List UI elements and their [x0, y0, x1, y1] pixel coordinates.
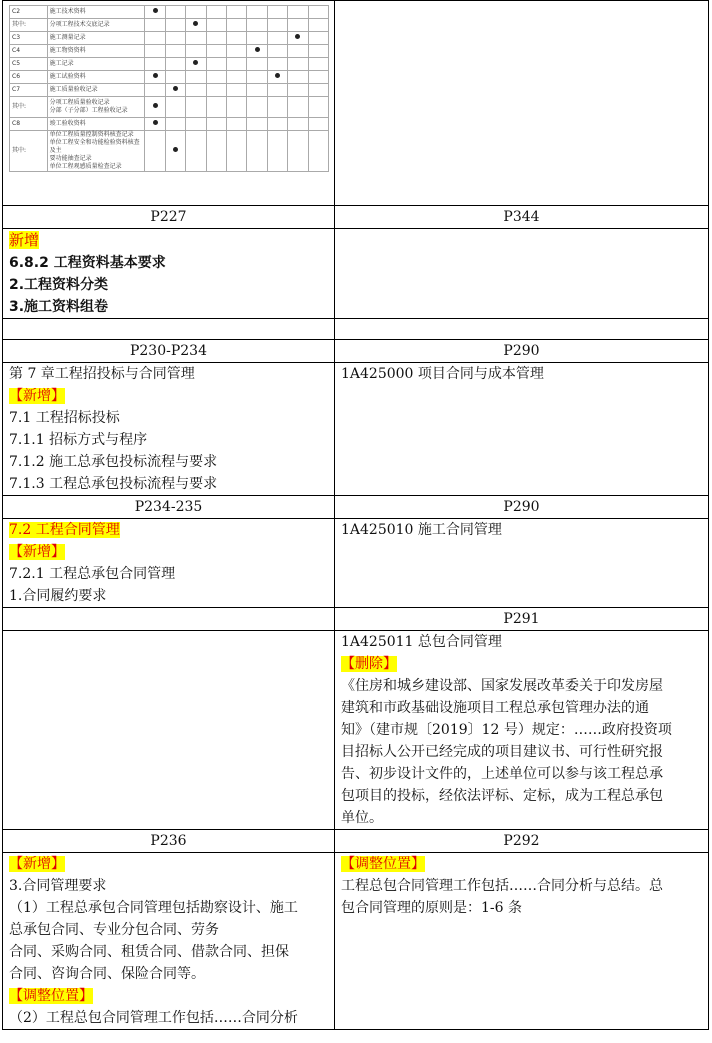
grid-check-cell — [226, 45, 246, 58]
paragraph-line: 合同、咨询合同、保险合同等。 — [9, 966, 205, 982]
grid-check-cell — [308, 131, 328, 172]
contract-cell-right — [335, 519, 709, 608]
new-tag: 【新增】 — [9, 544, 65, 560]
grid-item-line: 分项工程质量验收记录 — [49, 99, 110, 106]
grid-item-name — [47, 118, 145, 131]
grid-item-name — [47, 6, 145, 19]
grid-code: C5 — [10, 58, 48, 71]
grid-check-cell — [247, 19, 267, 32]
grid-check-cell — [267, 32, 287, 45]
page-ref-left: P236 — [3, 830, 335, 853]
grid-item-line: 要功能抽查记录 — [49, 155, 92, 162]
table-row — [3, 853, 709, 1030]
grid-item-line: 施工物资资料 — [49, 47, 86, 54]
grid-item-name — [47, 45, 145, 58]
empty-cell — [3, 319, 335, 340]
dot-marker — [173, 147, 178, 152]
grid-check-cell — [267, 19, 287, 32]
grid-check-cell — [226, 58, 246, 71]
paragraph-line: 工程总包合同管理工作包括……合同分析与总结。总 — [341, 878, 663, 894]
table-row — [3, 830, 709, 853]
grid-check-cell — [145, 19, 165, 32]
grid-check-cell — [165, 58, 185, 71]
grid-check-cell — [206, 19, 226, 32]
grid-row — [10, 6, 329, 19]
grid-row — [10, 19, 329, 32]
paragraph-line: 建筑和市政基础设施项目工程总承包管理办法的通 — [341, 700, 649, 716]
grid-check-cell — [267, 118, 287, 131]
grid-check-cell — [288, 32, 308, 45]
grid-check-cell — [267, 58, 287, 71]
grid-check-cell — [267, 45, 287, 58]
dot-marker — [275, 73, 280, 78]
grid-check-cell — [226, 32, 246, 45]
chapter-cell — [3, 363, 335, 496]
grid-check-cell — [226, 19, 246, 32]
grid-item-line: 施工技术资料 — [49, 8, 86, 15]
grid-item-line: 施工记录 — [49, 60, 74, 67]
grid-check-cell — [165, 118, 185, 131]
paragraph-line: 《住房和城乡建设部、国家发展改革委关于印发房屋 — [341, 678, 663, 694]
dot-marker — [255, 47, 260, 52]
grid-check-cell — [308, 84, 328, 97]
page-ref-right: P290 — [335, 496, 709, 519]
grid-row — [10, 131, 329, 172]
grid-check-cell — [308, 45, 328, 58]
grid-check-cell — [206, 118, 226, 131]
grid-check-cell — [288, 84, 308, 97]
grid-check-cell — [247, 45, 267, 58]
grid-check-cell — [308, 71, 328, 84]
paragraph-line: 3.合同管理要求 — [9, 878, 107, 894]
adjust-tag: 【调整位置】 — [9, 988, 93, 1004]
grid-item-name — [47, 71, 145, 84]
grid-check-cell — [145, 71, 165, 84]
grid-check-cell — [165, 45, 185, 58]
grid-check-cell — [308, 58, 328, 71]
grid-check-cell — [165, 97, 185, 118]
grid-code: 其中: — [10, 19, 48, 32]
paragraph-line: 知》（建市规〔2019〕12 号）规定：……政府投资项 — [341, 722, 672, 738]
grid-row — [10, 71, 329, 84]
grid-row — [10, 58, 329, 71]
page-ref-left: P227 — [3, 206, 335, 229]
table-row — [3, 496, 709, 519]
grid-code: 其中: — [10, 131, 48, 172]
grid-check-cell — [247, 131, 267, 172]
grid-check-cell — [206, 84, 226, 97]
grid-check-cell — [308, 118, 328, 131]
grid-item-line: 施工试验资料 — [49, 73, 86, 80]
section-line: 7.1 工程招标投标 — [9, 410, 120, 426]
section-line: 7.1.1 招标方式与程序 — [9, 432, 148, 448]
grid-check-cell — [247, 6, 267, 19]
section-line: 7.2.1 工程总承包合同管理 — [9, 566, 176, 582]
grid-item-line: 分部（子分部）工程验收记录 — [49, 107, 128, 114]
grid-check-cell — [186, 71, 206, 84]
highlighted-heading: 7.2 工程合同管理 — [9, 522, 120, 538]
grid-check-cell — [145, 97, 165, 118]
paragraph-line: 总承包合同、专业分包合同、劳务 — [9, 922, 219, 938]
grid-check-cell — [186, 131, 206, 172]
grid-item-line: 分项工程技术交底记录 — [49, 21, 110, 28]
new-tag: 新增 — [9, 231, 40, 249]
table-row — [3, 608, 709, 631]
comparison-table — [2, 0, 709, 1030]
table-row — [3, 229, 709, 319]
grid-check-cell — [267, 6, 287, 19]
section-heading: 2.工程资料分类 — [9, 277, 109, 293]
page-ref-left: P234-235 — [3, 496, 335, 519]
grid-check-cell — [247, 58, 267, 71]
chapter-title: 第 7 章工程招投标与合同管理 — [9, 366, 195, 382]
grid-check-cell — [206, 45, 226, 58]
empty-cell — [3, 631, 335, 830]
dot-marker — [153, 120, 158, 125]
grid-check-cell — [247, 84, 267, 97]
section-line: 1A425010 施工合同管理 — [341, 522, 502, 538]
paragraph-line: （2）工程总包合同管理工作包括……合同分析 — [9, 1010, 298, 1026]
grid-check-cell — [206, 6, 226, 19]
dot-marker — [173, 86, 178, 91]
new-section-cell — [3, 229, 335, 319]
grid-check-cell — [145, 58, 165, 71]
table-row — [3, 206, 709, 229]
section-line: 1A425011 总包合同管理 — [341, 634, 502, 650]
grid-check-cell — [288, 71, 308, 84]
deleted-content-cell — [335, 631, 709, 830]
grid-item-line: 单位工程质量控制资料核查记录 — [49, 131, 134, 138]
grid-item-name — [47, 131, 145, 172]
empty-cell — [335, 319, 709, 340]
section-heading: 3.施工资料组卷 — [9, 299, 109, 315]
grid-check-cell — [226, 131, 246, 172]
page-ref-right: P344 — [335, 206, 709, 229]
dot-marker — [193, 60, 198, 65]
grid-check-cell — [226, 6, 246, 19]
grid-item-line: 单位工程安全和功能检验资料核查及主 — [49, 139, 140, 154]
paragraph-line: （1）工程总承包合同管理包括勘察设计、施工 — [9, 900, 298, 916]
grid-check-cell — [186, 6, 206, 19]
section-line: 7.1.2 施工总承包投标流程与要求 — [9, 454, 218, 470]
grid-check-cell — [247, 32, 267, 45]
section-line: 1.合同履约要求 — [9, 588, 107, 604]
page-ref-left: P230-P234 — [3, 340, 335, 363]
dot-marker — [295, 34, 300, 39]
grid-check-cell — [145, 131, 165, 172]
page-ref-right: P292 — [335, 830, 709, 853]
grid-check-cell — [288, 19, 308, 32]
grid-check-cell — [206, 71, 226, 84]
grid-row — [10, 97, 329, 118]
grid-code: C4 — [10, 45, 48, 58]
table-row — [3, 319, 709, 340]
dot-marker — [193, 21, 198, 26]
grid-check-cell — [165, 19, 185, 32]
grid-check-cell — [267, 84, 287, 97]
grid-check-cell — [288, 45, 308, 58]
contract-cell — [3, 519, 335, 608]
grid-check-cell — [247, 118, 267, 131]
dot-marker — [153, 73, 158, 78]
grid-check-cell — [165, 6, 185, 19]
grid-code: C7 — [10, 84, 48, 97]
grid-item-line: 施工质量验收记录 — [49, 86, 98, 93]
table-row — [3, 340, 709, 363]
empty-cell — [335, 229, 709, 319]
grid-check-cell — [165, 71, 185, 84]
grid-item-name — [47, 19, 145, 32]
grid-row — [10, 45, 329, 58]
grid-row — [10, 118, 329, 131]
grid-check-cell — [226, 71, 246, 84]
grid-row — [10, 84, 329, 97]
grid-check-cell — [288, 118, 308, 131]
grid-item-name — [47, 32, 145, 45]
grid-check-cell — [206, 131, 226, 172]
grid-check-cell — [267, 131, 287, 172]
table-row — [3, 363, 709, 496]
empty-cell — [3, 608, 335, 631]
section-heading: 6.8.2 工程资料基本要求 — [9, 255, 166, 271]
grid-check-cell — [145, 32, 165, 45]
table-row — [3, 1, 709, 206]
grid-check-cell — [145, 84, 165, 97]
grid-check-cell — [145, 45, 165, 58]
grid-check-cell — [288, 6, 308, 19]
grid-check-cell — [186, 84, 206, 97]
grid-check-cell — [206, 32, 226, 45]
paragraph-line: 合同、采购合同、租赁合同、借款合同、担保 — [9, 944, 289, 960]
grid-check-cell — [288, 97, 308, 118]
paragraph-line: 包项目的投标，经依法评标、定标，成为工程总承包 — [341, 788, 663, 804]
delete-tag: 【删除】 — [341, 656, 397, 672]
chapter-cell-right — [335, 363, 709, 496]
section-line: 1A425000 项目合同与成本管理 — [341, 366, 544, 382]
grid-item-line: 单位工程观感质量检查记录 — [49, 163, 122, 170]
grid-code: C6 — [10, 71, 48, 84]
grid-check-cell — [288, 131, 308, 172]
grid-check-cell — [165, 131, 185, 172]
grid-check-cell — [267, 71, 287, 84]
grid-check-cell — [186, 19, 206, 32]
grid-check-cell — [186, 45, 206, 58]
grid-check-cell — [186, 32, 206, 45]
grid-check-cell — [206, 58, 226, 71]
page-ref-right: P291 — [335, 608, 709, 631]
grid-check-cell — [267, 97, 287, 118]
table-row — [3, 519, 709, 608]
page-ref-right: P290 — [335, 340, 709, 363]
grid-code: C2 — [10, 6, 48, 19]
requirements-cell-right — [335, 853, 709, 1030]
grid-check-cell — [186, 97, 206, 118]
grid-item-line: 施工测量记录 — [49, 34, 86, 41]
grid-code: C3 — [10, 32, 48, 45]
grid-check-cell — [226, 118, 246, 131]
grid-check-cell — [308, 19, 328, 32]
grid-item-name — [47, 84, 145, 97]
requirements-cell — [3, 853, 335, 1030]
grid-code: C8 — [10, 118, 48, 131]
grid-check-cell — [186, 118, 206, 131]
adjust-tag: 【调整位置】 — [341, 856, 425, 872]
grid-image-cell — [3, 1, 335, 206]
grid-check-cell — [308, 6, 328, 19]
grid-check-cell — [247, 71, 267, 84]
dot-marker — [153, 103, 158, 108]
record-grid — [9, 5, 329, 172]
new-tag: 【新增】 — [9, 856, 65, 872]
grid-check-cell — [206, 97, 226, 118]
grid-check-cell — [308, 97, 328, 118]
empty-cell — [335, 1, 709, 206]
grid-row — [10, 32, 329, 45]
section-line: 7.1.3 工程总承包投标流程与要求 — [9, 476, 218, 492]
grid-code: 其中: — [10, 97, 48, 118]
paragraph-line: 告、初步设计文件的，上述单位可以参与该工程总承 — [341, 766, 663, 782]
new-tag: 【新增】 — [9, 388, 65, 404]
paragraph-line: 目招标人公开已经完成的项目建议书、可行性研究报 — [341, 744, 663, 760]
grid-check-cell — [308, 32, 328, 45]
grid-item-name — [47, 97, 145, 118]
grid-item-line: 竣工验收资料 — [49, 120, 86, 127]
paragraph-line: 包合同管理的原则是：1-6 条 — [341, 900, 522, 916]
grid-check-cell — [226, 97, 246, 118]
paragraph-line: 单位。 — [341, 810, 383, 826]
grid-check-cell — [288, 58, 308, 71]
grid-item-name — [47, 58, 145, 71]
grid-check-cell — [145, 118, 165, 131]
grid-check-cell — [186, 58, 206, 71]
grid-check-cell — [165, 32, 185, 45]
grid-check-cell — [226, 84, 246, 97]
grid-check-cell — [165, 84, 185, 97]
grid-check-cell — [247, 97, 267, 118]
table-row — [3, 631, 709, 830]
dot-marker — [153, 8, 158, 13]
grid-check-cell — [145, 6, 165, 19]
